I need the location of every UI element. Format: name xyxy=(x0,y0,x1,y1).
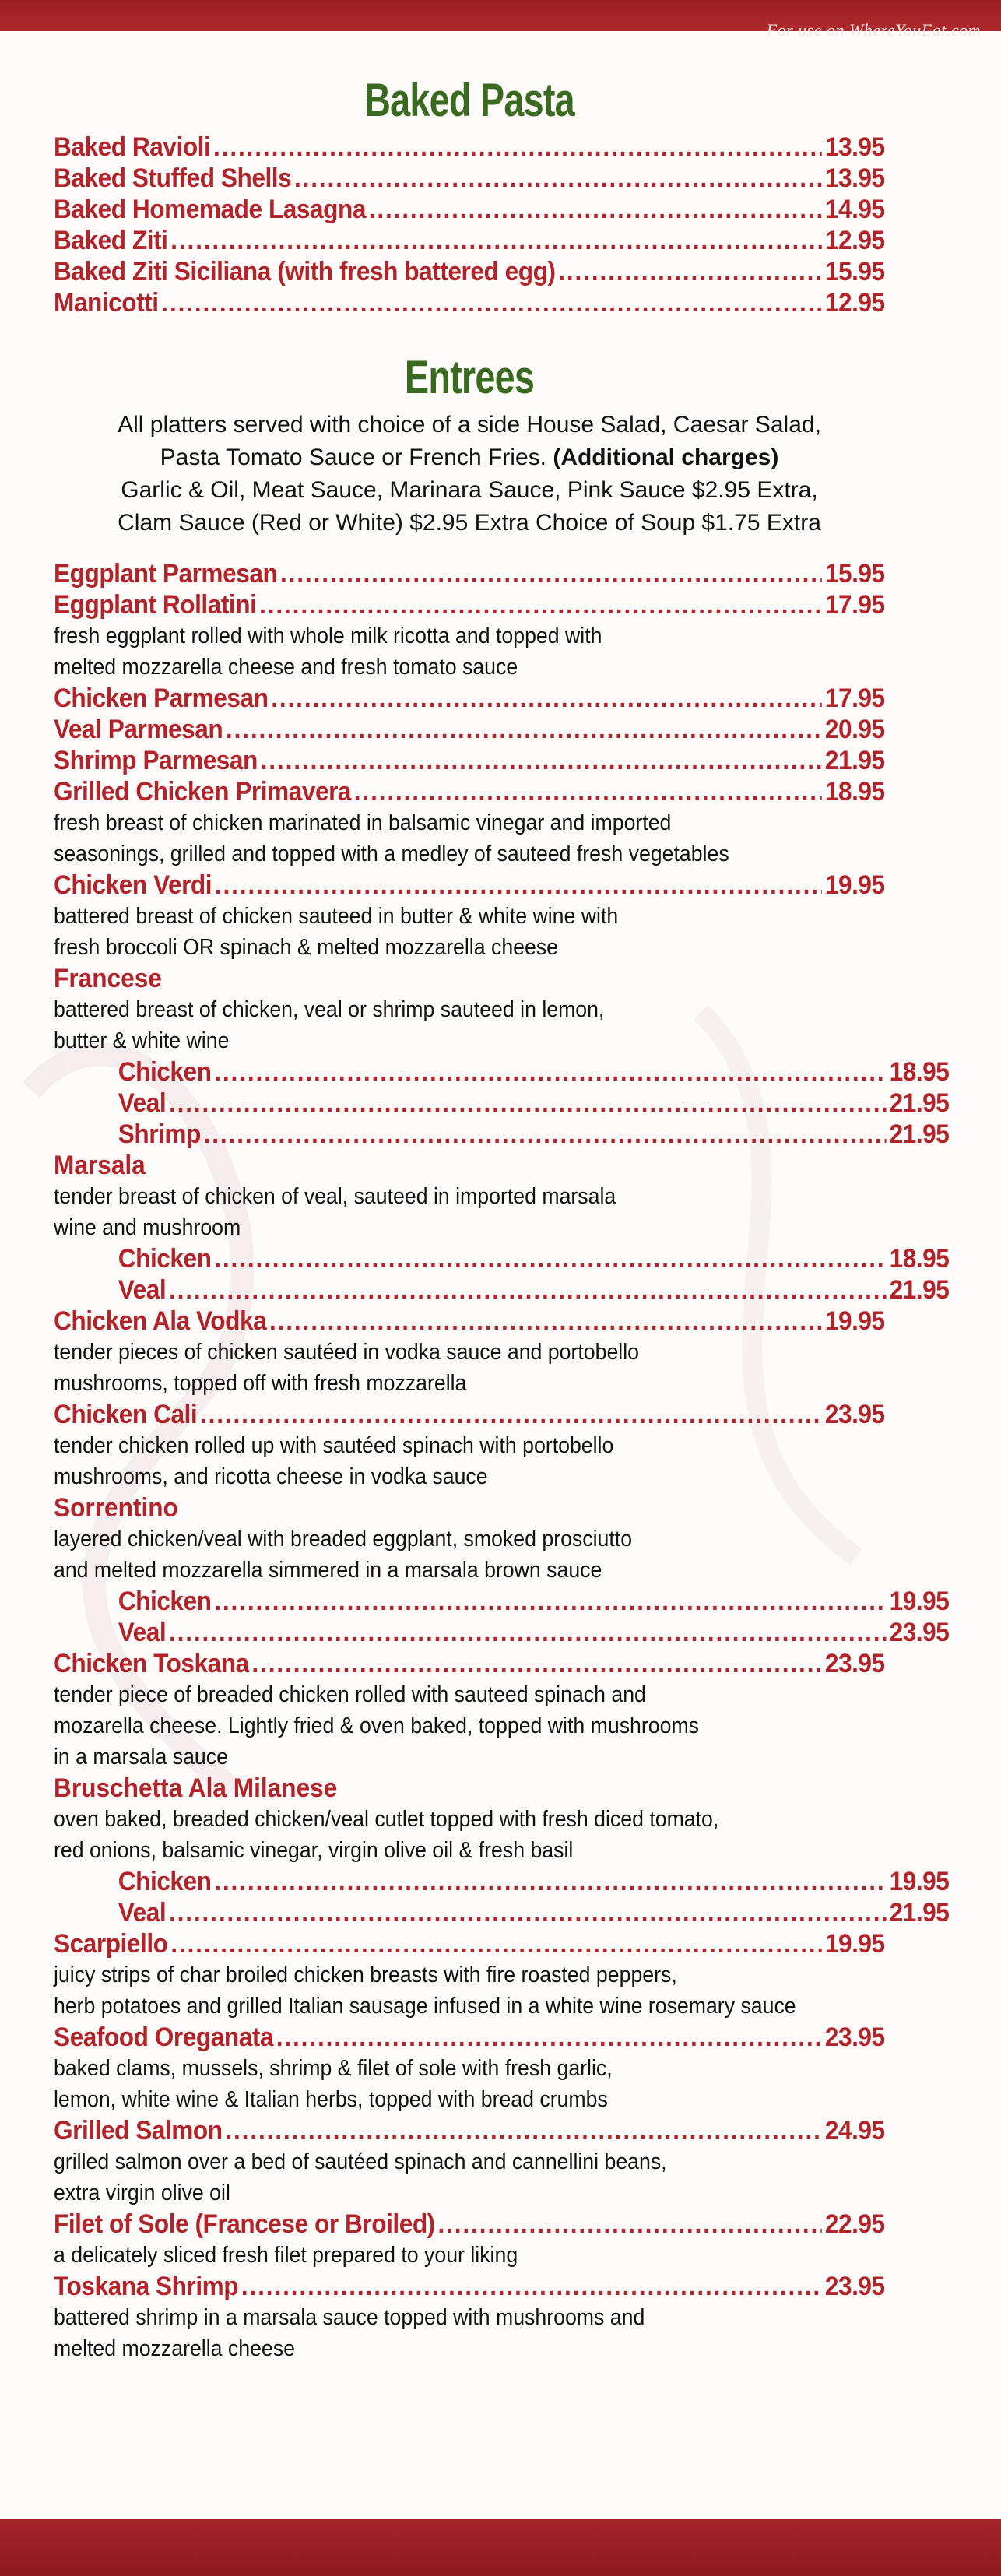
menu-subitem xyxy=(54,1586,949,1617)
menu-category: Marsala xyxy=(54,1151,146,1180)
entrees-intro xyxy=(54,409,885,539)
item-price: 18.95 xyxy=(824,777,885,807)
item-description: grilled salmon over a bed of sautéed spinach and cannellini beans, xyxy=(54,2149,667,2174)
menu-subitem xyxy=(54,1617,949,1648)
item-name: Chicken Verdi xyxy=(54,870,212,900)
item-price: 23.95 xyxy=(824,2272,885,2301)
dot-leader xyxy=(226,714,822,745)
item-name: Shrimp xyxy=(118,1119,201,1149)
item-description: tender piece of breaded chicken rolled with sauteed spinach and xyxy=(54,1682,646,1707)
item-price: 23.95 xyxy=(824,1400,885,1429)
item-price: 19.95 xyxy=(889,1587,950,1616)
item-description: mozarella cheese. Lightly fried & oven baked, topped with mushrooms xyxy=(54,1713,700,1738)
menu-subitem xyxy=(54,1897,949,1928)
item-name: Toskana Shrimp xyxy=(54,2272,239,2301)
menu-item xyxy=(54,2022,885,2053)
item-price: 21.95 xyxy=(889,1275,950,1305)
item-name: Chicken xyxy=(118,1587,212,1616)
menu-category: Francese xyxy=(54,964,162,993)
menu-subitem xyxy=(54,1088,949,1119)
dot-leader xyxy=(251,1648,822,1679)
item-price: 19.95 xyxy=(889,1867,950,1896)
dot-leader xyxy=(437,2209,822,2240)
item-description: tender pieces of chicken sautéed in vodka sauce and portobello xyxy=(54,1340,639,1365)
item-name: Veal xyxy=(118,1618,167,1647)
item-price: 17.95 xyxy=(824,590,885,620)
dot-leader xyxy=(225,2115,822,2146)
item-name: Chicken xyxy=(118,1244,212,1274)
menu-item xyxy=(54,2271,885,2302)
item-price: 22.95 xyxy=(824,2209,885,2239)
dot-leader xyxy=(280,558,822,589)
menu-subitem xyxy=(54,1866,949,1897)
item-description: fresh eggplant rolled with whole milk ricotta and topped with xyxy=(54,624,602,648)
item-description: juicy strips of char broiled chicken breasts with fire roasted peppers, xyxy=(54,1963,677,1987)
item-description: and melted mozzarella simmered in a marsala brown sauce xyxy=(54,1558,602,1583)
dot-leader xyxy=(169,1617,887,1648)
watermark-text: For use on WhereYouEat.com xyxy=(766,20,981,40)
item-name: Eggplant Parmesan xyxy=(54,559,278,589)
item-price: 21.95 xyxy=(824,746,885,775)
item-description: battered breast of chicken, veal or shrimp sauteed in lemon, xyxy=(54,997,605,1022)
item-name: Chicken Toskana xyxy=(54,1649,249,1678)
item-name: Veal Parmesan xyxy=(54,715,223,744)
dot-leader xyxy=(259,589,822,620)
menu-item: Baked Ziti Siciliana (with fresh battered egg) ..... 15.95 xyxy=(54,256,885,287)
intro-line: Clam Sauce (Red or White) $2.95 Extra Choice of Soup $1.75 Extra xyxy=(118,510,821,536)
menu-item: Baked Ravioli ..... 13.95 xyxy=(54,132,885,163)
menu-category: Bruschetta Ala Milanese xyxy=(54,1773,338,1803)
item-price: 15.95 xyxy=(824,559,885,589)
item-description: mushrooms, topped off with fresh mozzarella xyxy=(54,1371,467,1396)
item-description: fresh breast of chicken marinated in balsamic vinegar and imported xyxy=(54,810,672,835)
item-name: Veal xyxy=(118,1088,167,1118)
item-description: baked clams, mussels, shrimp & filet of sole with fresh garlic, xyxy=(54,2056,613,2081)
menu-content xyxy=(54,74,950,2364)
item-name: Filet of Sole (Francese or Broiled) xyxy=(54,2209,435,2239)
item-name: Grilled Salmon xyxy=(54,2116,223,2145)
dot-leader xyxy=(276,2022,822,2053)
item-description: layered chicken/veal with breaded eggplant, smoked prosciutto xyxy=(54,1527,633,1552)
item-description: lemon, white wine & Italian herbs, topped with bread crumbs xyxy=(54,2087,608,2112)
menu-item xyxy=(54,558,885,589)
dot-leader xyxy=(170,1928,822,1959)
dot-leader xyxy=(169,1897,887,1928)
menu-item xyxy=(54,1928,885,1959)
item-name: Seafood Oreganata xyxy=(54,2022,274,2052)
menu-subitem xyxy=(54,1056,949,1088)
item-description: melted mozzarella cheese and fresh tomato sauce xyxy=(54,655,518,680)
item-description: herb potatoes and grilled Italian sausage infused in a white wine rosemary sauce xyxy=(54,1994,796,2019)
dot-leader xyxy=(241,2271,822,2302)
dot-leader xyxy=(214,1056,887,1088)
dot-leader xyxy=(354,776,822,807)
item-description: a delicately sliced fresh filet prepared to your liking xyxy=(54,2243,518,2268)
menu-item xyxy=(54,1648,885,1679)
menu-item xyxy=(54,2115,885,2146)
item-name: Eggplant Rollatini xyxy=(54,590,257,620)
dot-leader xyxy=(269,1306,822,1337)
entrees-list xyxy=(54,558,950,2364)
item-price: 19.95 xyxy=(824,1306,885,1336)
dot-leader xyxy=(214,1866,887,1897)
dot-leader xyxy=(169,1088,887,1119)
item-price: 23.95 xyxy=(824,1649,885,1678)
menu-item: Baked Ziti ..... 12.95 xyxy=(54,225,885,256)
item-description: fresh broccoli OR spinach & melted mozzarella cheese xyxy=(54,935,559,960)
section-title-baked-pasta: Baked Pasta xyxy=(364,74,574,126)
dot-leader xyxy=(271,683,822,714)
item-description: in a marsala sauce xyxy=(54,1745,228,1769)
dot-leader xyxy=(204,1119,887,1150)
dot-leader xyxy=(214,1586,887,1617)
dot-leader xyxy=(169,1274,887,1306)
item-price: 17.95 xyxy=(824,684,885,713)
item-price: 19.95 xyxy=(824,1929,885,1959)
item-description: oven baked, breaded chicken/veal cutlet topped with fresh diced tomato, xyxy=(54,1807,719,1832)
item-description: mushrooms, and ricotta cheese in vodka sauce xyxy=(54,1464,488,1489)
item-description: red onions, balsamic vinegar, virgin olive oil & fresh basil xyxy=(54,1838,574,1863)
menu-item xyxy=(54,870,885,901)
item-name: Chicken Ala Vodka xyxy=(54,1306,267,1336)
item-price: 21.95 xyxy=(889,1898,950,1928)
menu-item xyxy=(54,1306,885,1337)
baked-pasta-list xyxy=(54,132,885,318)
item-description: battered shrimp in a marsala sauce topped with mushrooms and xyxy=(54,2305,645,2330)
menu-item: Manicotti ..... 12.95 xyxy=(54,287,885,318)
dot-leader xyxy=(214,1243,887,1274)
item-price: 18.95 xyxy=(889,1244,950,1274)
menu-item xyxy=(54,683,885,714)
menu-item xyxy=(54,589,885,620)
item-price: 23.95 xyxy=(824,2022,885,2052)
item-name: Chicken xyxy=(118,1057,212,1087)
dot-leader xyxy=(215,870,822,901)
item-name: Chicken xyxy=(118,1867,212,1896)
menu-subitem xyxy=(54,1274,949,1306)
item-description: butter & white wine xyxy=(54,1028,230,1053)
menu-item xyxy=(54,2209,885,2240)
item-price: 24.95 xyxy=(824,2116,885,2145)
section-title-entrees: Entrees xyxy=(404,351,535,403)
item-name: Scarpiello xyxy=(54,1929,168,1959)
dot-leader xyxy=(200,1399,822,1430)
item-description: seasonings, grilled and topped with a medley of sauteed fresh vegetables xyxy=(54,842,729,866)
intro-line: All platters served with choice of a side House Salad, Caesar Salad, xyxy=(118,412,821,438)
menu-item: Baked Stuffed Shells ..... 13.95 xyxy=(54,163,885,194)
menu-item: Baked Homemade Lasagna ..... 14.95 xyxy=(54,194,885,225)
menu-subitem xyxy=(54,1119,949,1150)
item-price: 20.95 xyxy=(824,715,885,744)
menu-item xyxy=(54,776,885,807)
item-description: melted mozzarella cheese xyxy=(54,2336,295,2361)
item-description: tender chicken rolled up with sautéed spinach with portobello xyxy=(54,1433,614,1458)
item-description: tender breast of chicken of veal, sauteed in imported marsala xyxy=(54,1184,616,1209)
item-name: Chicken Parmesan xyxy=(54,684,269,713)
item-name: Veal xyxy=(118,1898,167,1928)
item-description: battered breast of chicken sauteed in butter & white wine with xyxy=(54,904,619,929)
intro-line: Garlic & Oil, Meat Sauce, Marinara Sauce, Pink Sauce $2.95 Extra, xyxy=(121,477,818,503)
item-name: Grilled Chicken Primavera xyxy=(54,777,352,807)
intro-line: Pasta Tomato Sauce or French Fries. (Additional charges) xyxy=(160,445,779,470)
item-price: 18.95 xyxy=(889,1057,950,1087)
item-price: 21.95 xyxy=(889,1088,950,1118)
bottom-border-band xyxy=(0,2519,1001,2576)
item-description: wine and mushroom xyxy=(54,1215,241,1240)
dot-leader xyxy=(261,745,822,776)
item-price: 19.95 xyxy=(824,870,885,900)
menu-item xyxy=(54,714,885,745)
item-name: Chicken Cali xyxy=(54,1400,198,1429)
menu-item xyxy=(54,745,885,776)
menu-category: Sorrentino xyxy=(54,1493,178,1523)
item-price: 21.95 xyxy=(889,1119,950,1149)
menu-subitem xyxy=(54,1243,949,1274)
menu-item xyxy=(54,1399,885,1430)
item-name: Veal xyxy=(118,1275,167,1305)
item-name: Shrimp Parmesan xyxy=(54,746,258,775)
item-description: extra virgin olive oil xyxy=(54,2181,230,2205)
item-price: 23.95 xyxy=(889,1618,950,1647)
